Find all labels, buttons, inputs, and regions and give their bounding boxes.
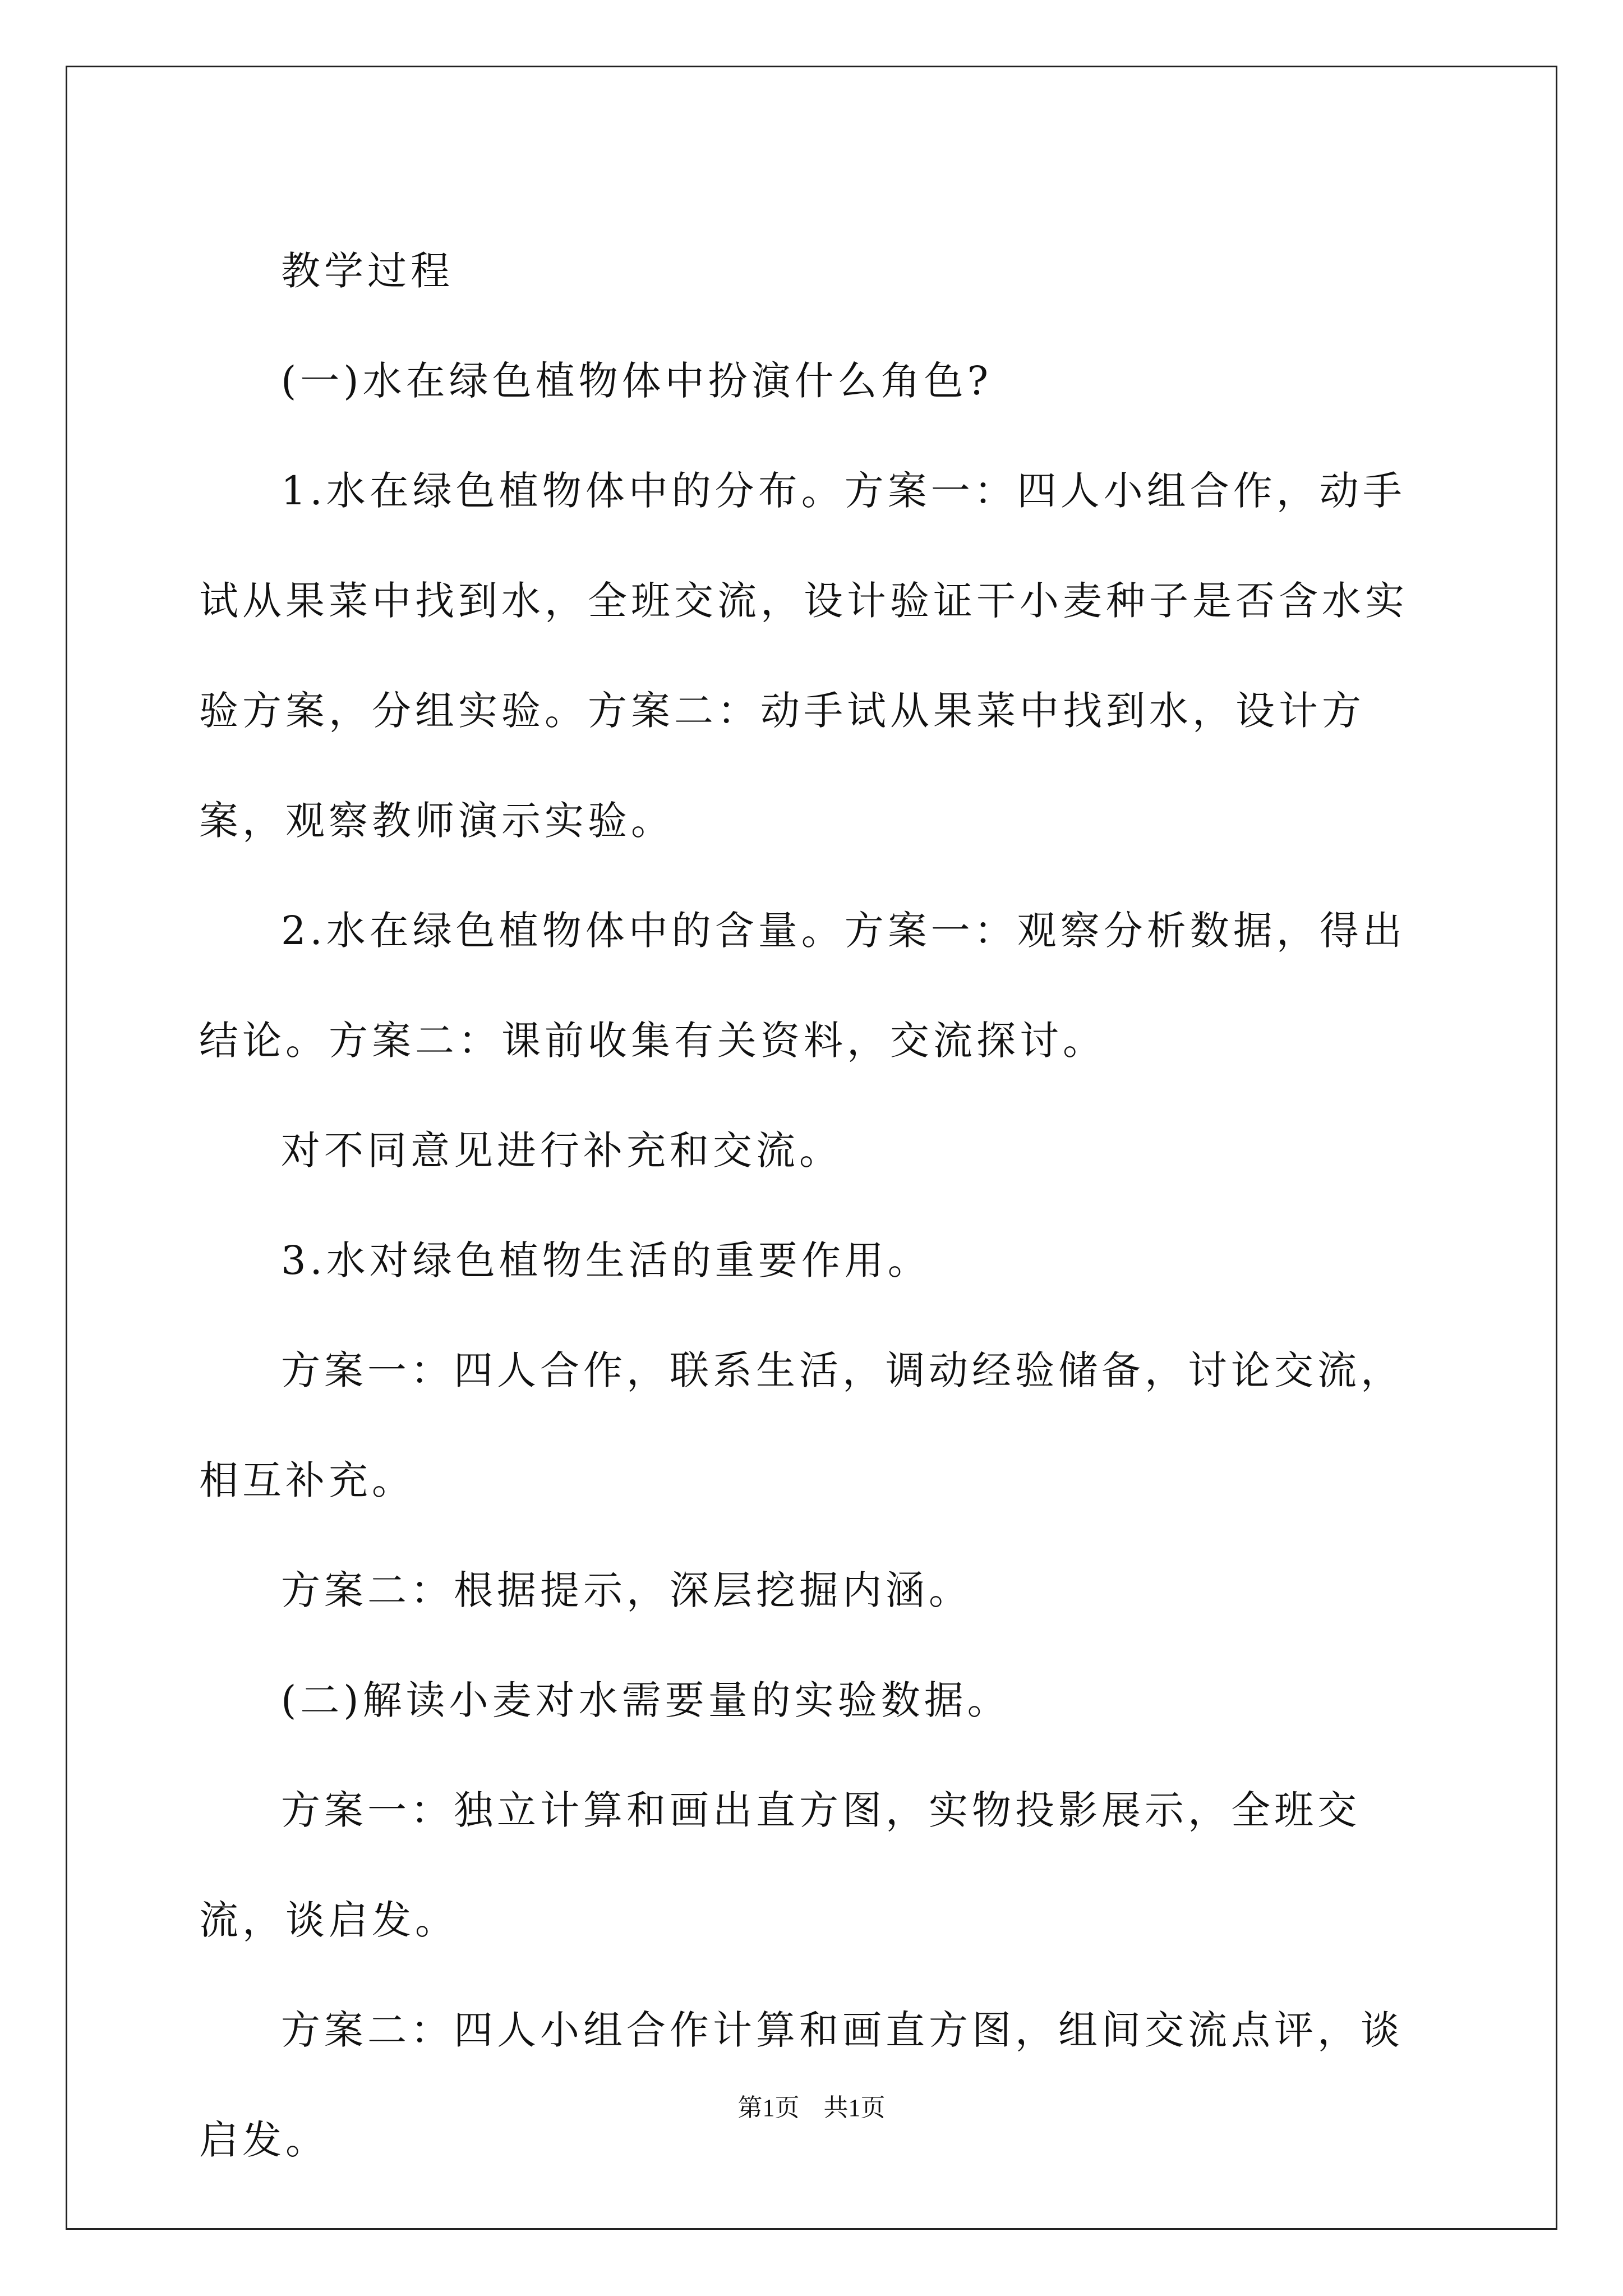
page-footer <box>0 2091 1623 2125</box>
subsection-heading: (二)解读小麦对水需要量的实验数据。 <box>281 1677 1011 1723</box>
paragraph: 1.水在绿色植物体中的分布。方案一：四人小组合作，动手试从果菜中找到水，全班交流，设计验证干小麦种子是否含水实验方案，分组实验。方案二：动手试从果菜中找到水，设计方案，观察教师演示实验。 <box>199 468 1408 844</box>
subsection-heading: (一)水在绿色植物体中扮演什么角色? <box>281 358 993 404</box>
document-body <box>199 216 1427 2195</box>
paragraph: 对不同意见进行补充和交流。 <box>281 1128 842 1174</box>
paragraph: 方案一：四人合作，联系生活，调动经验储备，讨论交流，相互补充。 <box>199 1347 1404 1503</box>
paragraph: 3.水对绿色植物生活的重要作用。 <box>281 1237 931 1283</box>
paragraph: 方案二：四人小组合作计算和画直方图，组间交流点评，谈启发。 <box>199 2007 1404 2163</box>
paragraph: 方案二：根据提示，深层挖掘内涵。 <box>281 1567 972 1613</box>
paragraph: 2.水在绿色植物体中的含量。方案一：观察分析数据，得出结论。方案二：课前收集有关资料，交流探讨。 <box>199 908 1406 1064</box>
total-pages: 共1页 <box>823 2094 886 2122</box>
section-heading: 教学过程 <box>281 248 454 294</box>
page-number: 第1页 <box>737 2094 800 2122</box>
paragraph: 方案一：独立计算和画出直方图，实物投影展示，全班交流，谈启发。 <box>199 1787 1361 1943</box>
